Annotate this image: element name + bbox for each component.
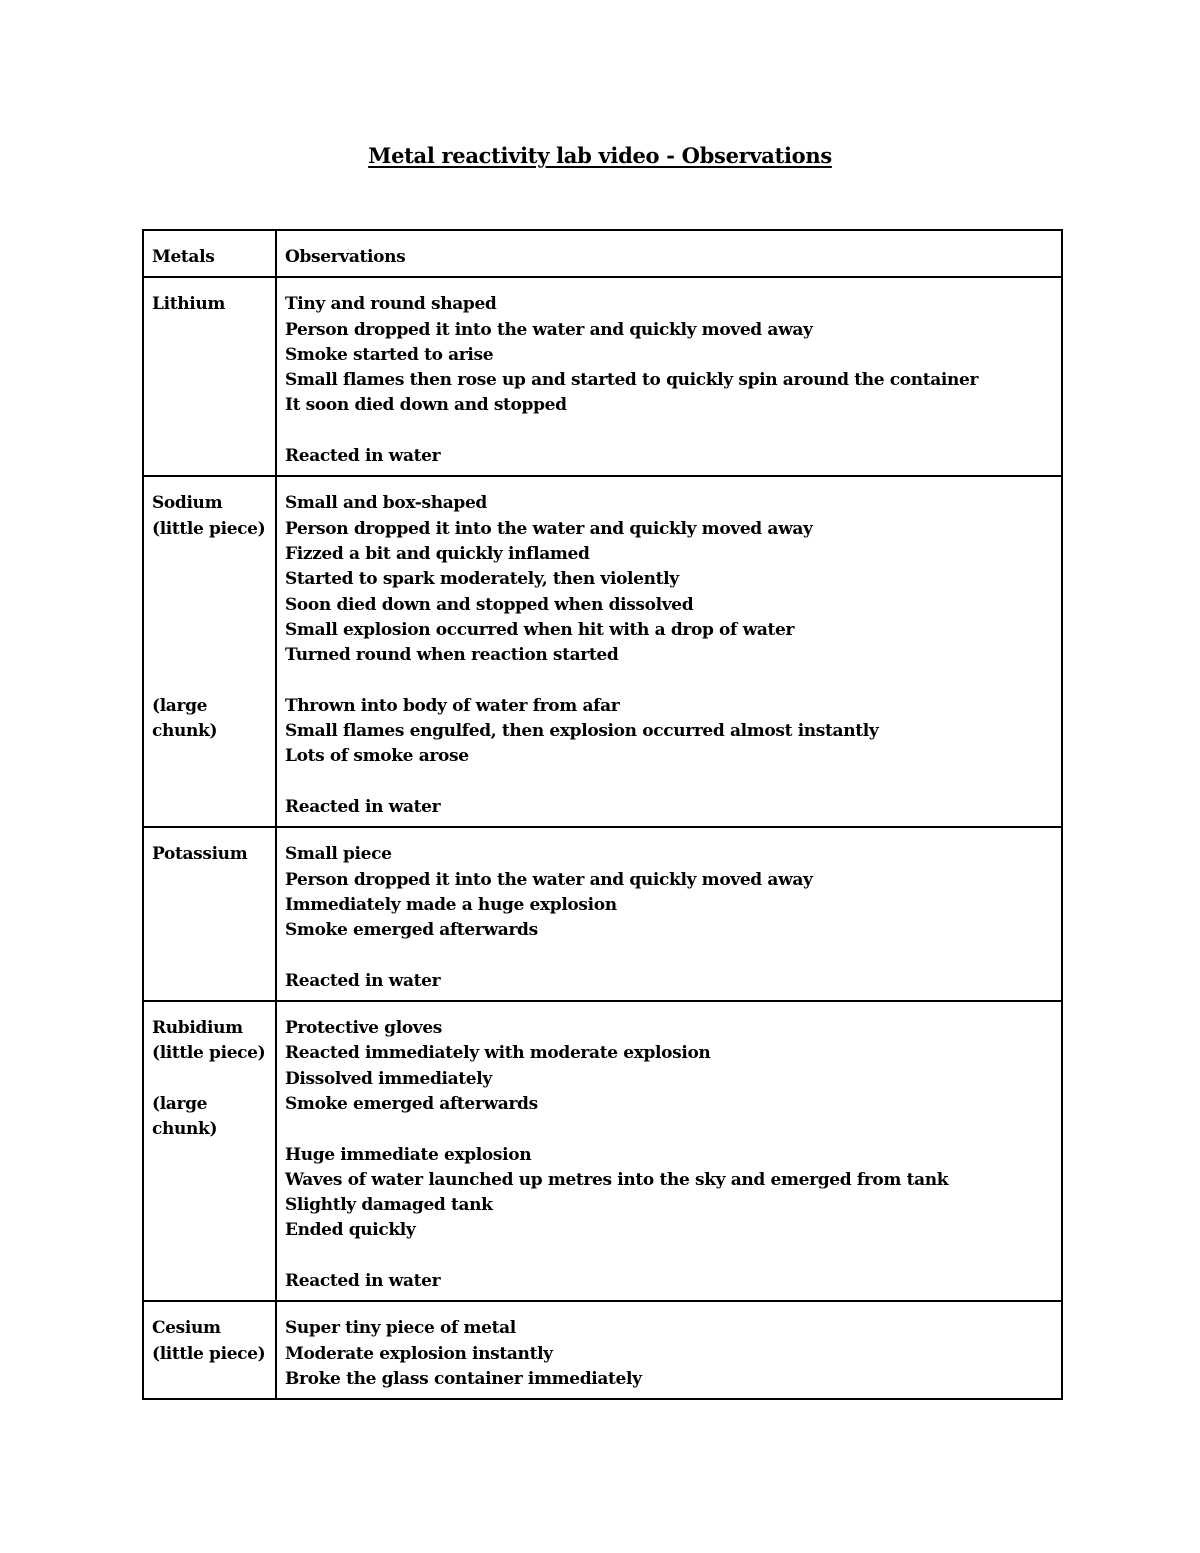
observation-line: Lots of smoke arose xyxy=(285,746,469,767)
observation-line: Small flames then rose up and started to quickly spin around the container xyxy=(285,370,979,391)
document-title: Metal reactivity lab video - Observations xyxy=(368,143,832,168)
metal-label-line: Sodium xyxy=(152,493,223,514)
observation-line: Smoke emerged afterwards xyxy=(285,1093,538,1114)
header-observations-label: Observations xyxy=(285,247,406,267)
observations-cell xyxy=(276,1301,1062,1399)
table-row xyxy=(143,1301,1062,1399)
observation-line: Small piece xyxy=(285,844,392,865)
observation-line: Person dropped it into the water and quickly moved away xyxy=(285,518,813,539)
observation-line: Started to spark moderately, then violently xyxy=(285,569,679,590)
metal-label-line xyxy=(152,643,267,668)
metal-cell xyxy=(143,277,276,476)
observation-line: It soon died down and stopped xyxy=(285,395,567,416)
observation-line: Ended quickly xyxy=(285,1220,416,1241)
table-row xyxy=(143,827,1062,1001)
observation-line xyxy=(285,1244,1053,1269)
observation-line: Dissolved immediately xyxy=(285,1068,492,1089)
observation-line: Reacted in water xyxy=(285,446,441,467)
observation-line: Reacted in water xyxy=(285,970,441,991)
observation-line xyxy=(285,419,1053,444)
observations-table-body xyxy=(143,230,1062,1399)
metal-label-line: (large xyxy=(152,1093,208,1114)
observation-line xyxy=(285,1117,1053,1142)
header-metals-label: Metals xyxy=(152,247,215,267)
metal-label-line: Lithium xyxy=(152,294,225,315)
table-row xyxy=(143,277,1062,476)
metal-cell xyxy=(143,1001,276,1301)
metal-cell xyxy=(143,1301,276,1399)
metal-label-line xyxy=(152,1067,267,1092)
metal-label-line: Cesium xyxy=(152,1318,221,1339)
header-metals xyxy=(143,230,276,277)
observation-line: Super tiny piece of metal xyxy=(285,1318,516,1339)
metal-label-line xyxy=(152,593,267,618)
observations-cell xyxy=(276,827,1062,1001)
observation-line: Slightly damaged tank xyxy=(285,1195,493,1216)
metal-label-line xyxy=(152,542,267,567)
observation-line: Person dropped it into the water and quickly moved away xyxy=(285,319,813,340)
header-observations xyxy=(276,230,1062,277)
observation-line: Smoke emerged afterwards xyxy=(285,920,538,941)
observation-line: Tiny and round shaped xyxy=(285,294,497,315)
observation-line: Huge immediate explosion xyxy=(285,1144,532,1165)
metal-cell xyxy=(143,827,276,1001)
observation-line: Turned round when reaction started xyxy=(285,645,619,666)
metal-label-line: chunk) xyxy=(152,1119,218,1140)
table-row xyxy=(143,476,1062,827)
table-header-row xyxy=(143,230,1062,277)
metal-label-line: (little piece) xyxy=(152,1343,266,1364)
observation-line: Small flames engulfed, then explosion occurred almost instantly xyxy=(285,721,879,742)
observation-line: Moderate explosion instantly xyxy=(285,1343,553,1364)
observation-line: Smoke started to arise xyxy=(285,344,494,365)
observation-line: Immediately made a huge explosion xyxy=(285,894,617,915)
observation-line: Thrown into body of water from afar xyxy=(285,695,620,716)
metal-label-line xyxy=(152,668,267,693)
observation-line: Reacted in water xyxy=(285,1270,441,1291)
metal-label-line: Rubidium xyxy=(152,1018,243,1039)
metal-label-line: (little piece) xyxy=(152,518,266,539)
observation-line: Broke the glass container immediately xyxy=(285,1368,642,1389)
observation-line xyxy=(285,668,1053,693)
observation-line: Fizzed a bit and quickly inflamed xyxy=(285,543,590,564)
metal-cell xyxy=(143,476,276,827)
observations-cell xyxy=(276,476,1062,827)
metal-label-line: (large xyxy=(152,695,208,716)
metal-label-line: Potassium xyxy=(152,844,248,865)
observations-table xyxy=(142,229,1063,1400)
observation-line: Small explosion occurred when hit with a drop of water xyxy=(285,619,795,640)
observation-line: Protective gloves xyxy=(285,1018,443,1039)
observation-line: Soon died down and stopped when dissolved xyxy=(285,594,694,615)
metal-label-line: (little piece) xyxy=(152,1043,266,1064)
observation-line xyxy=(285,770,1053,795)
observation-line: Reacted immediately with moderate explosion xyxy=(285,1043,711,1064)
observation-line: Waves of water launched up metres into the sky and emerged from tank xyxy=(285,1169,949,1190)
observations-cell xyxy=(276,1001,1062,1301)
metal-label-line xyxy=(152,567,267,592)
observation-line: Small and box-shaped xyxy=(285,493,487,514)
observation-line xyxy=(285,943,1053,968)
metal-label-line: chunk) xyxy=(152,721,218,742)
table-row xyxy=(143,1001,1062,1301)
observation-line: Person dropped it into the water and quickly moved away xyxy=(285,869,813,890)
observation-line: Reacted in water xyxy=(285,796,441,817)
metal-label-line xyxy=(152,618,267,643)
observations-cell xyxy=(276,277,1062,476)
